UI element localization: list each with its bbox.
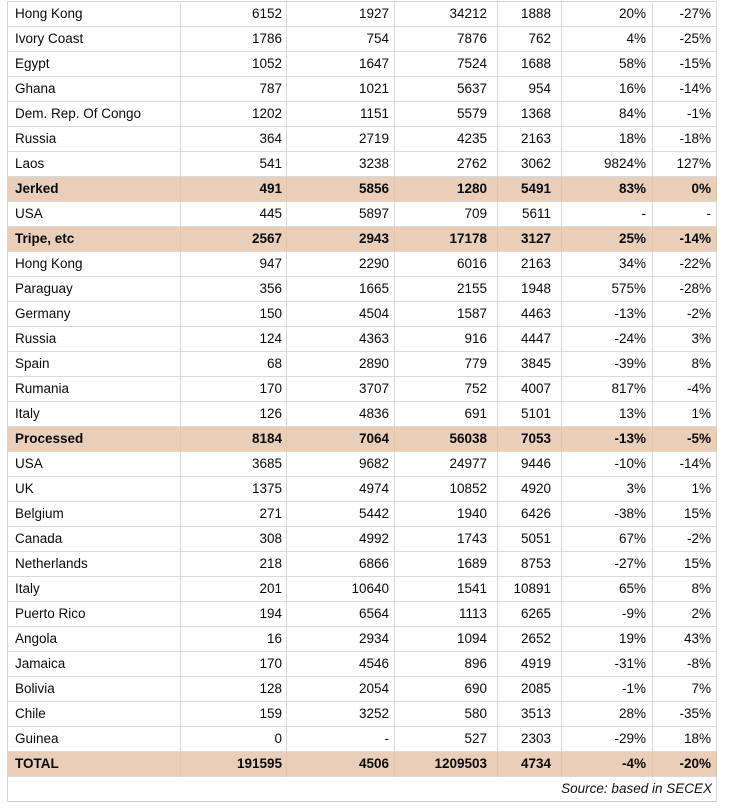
value-cell: 1927	[287, 2, 395, 27]
value-cell: 3062	[498, 152, 562, 177]
value-cell: 3513	[498, 702, 562, 727]
value-cell: 4506	[287, 752, 395, 777]
value-cell: 10852	[395, 477, 498, 502]
value-cell: 4974	[287, 477, 395, 502]
value-cell: 527	[395, 727, 498, 752]
value-cell: 34%	[562, 252, 653, 277]
value-cell: 25%	[562, 227, 653, 252]
value-cell: 34212	[395, 2, 498, 27]
value-cell: 445	[181, 202, 287, 227]
value-cell: 6564	[287, 602, 395, 627]
value-cell: 7053	[498, 427, 562, 452]
value-cell: 3252	[287, 702, 395, 727]
row-label: Russia	[8, 327, 181, 352]
value-cell: 1280	[395, 177, 498, 202]
value-cell: -4%	[562, 752, 653, 777]
value-cell: -4%	[653, 377, 717, 402]
value-cell: 2%	[653, 602, 717, 627]
value-cell: 7%	[653, 677, 717, 702]
value-cell: 1688	[498, 52, 562, 77]
value-cell: 3%	[562, 477, 653, 502]
value-cell: 84%	[562, 102, 653, 127]
value-cell: 817%	[562, 377, 653, 402]
value-cell: 2054	[287, 677, 395, 702]
value-cell: 3685	[181, 452, 287, 477]
row-label: USA	[8, 452, 181, 477]
table-row	[8, 452, 717, 477]
value-cell: 3845	[498, 352, 562, 377]
value-cell: 8%	[653, 352, 717, 377]
total-row	[8, 752, 717, 777]
value-cell: 5579	[395, 102, 498, 127]
value-cell: -	[562, 202, 653, 227]
value-cell: 4447	[498, 327, 562, 352]
value-cell: 17178	[395, 227, 498, 252]
value-cell: 2085	[498, 677, 562, 702]
value-cell: 4920	[498, 477, 562, 502]
row-label: Ghana	[8, 77, 181, 102]
value-cell: 5611	[498, 202, 562, 227]
value-cell: -31%	[562, 652, 653, 677]
value-cell: 24977	[395, 452, 498, 477]
value-cell: 3707	[287, 377, 395, 402]
value-cell: 1113	[395, 602, 498, 627]
value-cell: 2163	[498, 252, 562, 277]
table-row	[8, 152, 717, 177]
value-cell: 7064	[287, 427, 395, 452]
value-cell: 170	[181, 652, 287, 677]
value-cell: 4992	[287, 527, 395, 552]
value-cell: 15%	[653, 502, 717, 527]
value-cell: -10%	[562, 452, 653, 477]
value-cell: -28%	[653, 277, 717, 302]
value-cell: 150	[181, 302, 287, 327]
source-note: Source: based in SECEX	[8, 777, 717, 802]
table-row	[8, 127, 717, 152]
value-cell: 127%	[653, 152, 717, 177]
table-row	[8, 527, 717, 552]
value-cell: 15%	[653, 552, 717, 577]
value-cell: 28%	[562, 702, 653, 727]
value-cell: -13%	[562, 302, 653, 327]
value-cell: 271	[181, 502, 287, 527]
value-cell: 691	[395, 402, 498, 427]
value-cell: 4504	[287, 302, 395, 327]
table-row	[8, 302, 717, 327]
value-cell: 4546	[287, 652, 395, 677]
row-label: Rumania	[8, 377, 181, 402]
table-body	[8, 2, 717, 777]
value-cell: 0%	[653, 177, 717, 202]
value-cell: -14%	[653, 227, 717, 252]
value-cell: 6265	[498, 602, 562, 627]
value-cell: -15%	[653, 52, 717, 77]
value-cell: 5101	[498, 402, 562, 427]
section-row	[8, 427, 717, 452]
value-cell: 2163	[498, 127, 562, 152]
value-cell: 580	[395, 702, 498, 727]
row-label: Russia	[8, 127, 181, 152]
row-label: Puerto Rico	[8, 602, 181, 627]
row-label: Ivory Coast	[8, 27, 181, 52]
table-row	[8, 652, 717, 677]
value-cell: -5%	[653, 427, 717, 452]
value-cell: 491	[181, 177, 287, 202]
value-cell: -27%	[653, 2, 717, 27]
value-cell: 3%	[653, 327, 717, 352]
value-cell: 2155	[395, 277, 498, 302]
value-cell: 1587	[395, 302, 498, 327]
table-row	[8, 27, 717, 52]
value-cell: 4463	[498, 302, 562, 327]
value-cell: 1665	[287, 277, 395, 302]
row-label: Processed	[8, 427, 181, 452]
value-cell: 752	[395, 377, 498, 402]
value-cell: 0	[181, 727, 287, 752]
row-label: Dem. Rep. Of Congo	[8, 102, 181, 127]
row-label: Hong Kong	[8, 252, 181, 277]
value-cell: 1948	[498, 277, 562, 302]
table-row	[8, 2, 717, 27]
value-cell: 1052	[181, 52, 287, 77]
value-cell: 4734	[498, 752, 562, 777]
value-cell: 1743	[395, 527, 498, 552]
value-cell: 5442	[287, 502, 395, 527]
table-row	[8, 702, 717, 727]
value-cell: 1541	[395, 577, 498, 602]
value-cell: -18%	[653, 127, 717, 152]
value-cell: 128	[181, 677, 287, 702]
section-row	[8, 177, 717, 202]
table-row	[8, 502, 717, 527]
value-cell: 356	[181, 277, 287, 302]
value-cell: -13%	[562, 427, 653, 452]
value-cell: 1888	[498, 2, 562, 27]
table-row	[8, 402, 717, 427]
value-cell: 67%	[562, 527, 653, 552]
value-cell: 68	[181, 352, 287, 377]
value-cell: -29%	[562, 727, 653, 752]
row-label: Hong Kong	[8, 2, 181, 27]
value-cell: 896	[395, 652, 498, 677]
row-label: Germany	[8, 302, 181, 327]
value-cell: 6016	[395, 252, 498, 277]
value-cell: -14%	[653, 77, 717, 102]
value-cell: 4%	[562, 27, 653, 52]
table-row	[8, 102, 717, 127]
value-cell: 5051	[498, 527, 562, 552]
value-cell: -22%	[653, 252, 717, 277]
value-cell: 4007	[498, 377, 562, 402]
row-label: Italy	[8, 402, 181, 427]
value-cell: 1209503	[395, 752, 498, 777]
value-cell: 709	[395, 202, 498, 227]
value-cell: 690	[395, 677, 498, 702]
value-cell: 1689	[395, 552, 498, 577]
row-label: Belgium	[8, 502, 181, 527]
value-cell: 6152	[181, 2, 287, 27]
table-row	[8, 477, 717, 502]
value-cell: 6866	[287, 552, 395, 577]
value-cell: -39%	[562, 352, 653, 377]
value-cell: 194	[181, 602, 287, 627]
value-cell: 5637	[395, 77, 498, 102]
value-cell: 124	[181, 327, 287, 352]
value-cell: 7524	[395, 52, 498, 77]
row-label: Chile	[8, 702, 181, 727]
value-cell: 4363	[287, 327, 395, 352]
table-row	[8, 377, 717, 402]
value-cell: 364	[181, 127, 287, 152]
table-row	[8, 52, 717, 77]
row-label: UK	[8, 477, 181, 502]
value-cell: 575%	[562, 277, 653, 302]
value-cell: 5897	[287, 202, 395, 227]
value-cell: 787	[181, 77, 287, 102]
value-cell: 18%	[653, 727, 717, 752]
value-cell: 10640	[287, 577, 395, 602]
value-cell: -1%	[653, 102, 717, 127]
value-cell: 43%	[653, 627, 717, 652]
value-cell: -35%	[653, 702, 717, 727]
row-label: Canada	[8, 527, 181, 552]
value-cell: 170	[181, 377, 287, 402]
row-label: Italy	[8, 577, 181, 602]
row-label: Angola	[8, 627, 181, 652]
value-cell: -1%	[562, 677, 653, 702]
value-cell: 8753	[498, 552, 562, 577]
value-cell: 4235	[395, 127, 498, 152]
table-row	[8, 252, 717, 277]
value-cell: 541	[181, 152, 287, 177]
value-cell: -38%	[562, 502, 653, 527]
value-cell: 9682	[287, 452, 395, 477]
value-cell: 947	[181, 252, 287, 277]
value-cell: -2%	[653, 527, 717, 552]
value-cell: 1368	[498, 102, 562, 127]
row-label: USA	[8, 202, 181, 227]
value-cell: 58%	[562, 52, 653, 77]
value-cell: 1151	[287, 102, 395, 127]
value-cell: 2303	[498, 727, 562, 752]
value-cell: 9824%	[562, 152, 653, 177]
value-cell: 7876	[395, 27, 498, 52]
value-cell: -	[653, 202, 717, 227]
value-cell: 2567	[181, 227, 287, 252]
value-cell: 191595	[181, 752, 287, 777]
value-cell: 754	[287, 27, 395, 52]
table-row	[8, 602, 717, 627]
value-cell: 8%	[653, 577, 717, 602]
value-cell: 1%	[653, 402, 717, 427]
value-cell: 916	[395, 327, 498, 352]
value-cell: 1021	[287, 77, 395, 102]
value-cell: 5856	[287, 177, 395, 202]
value-cell: 1647	[287, 52, 395, 77]
value-cell: 159	[181, 702, 287, 727]
value-cell: 16%	[562, 77, 653, 102]
value-cell: 19%	[562, 627, 653, 652]
value-cell: 1202	[181, 102, 287, 127]
value-cell: 4836	[287, 402, 395, 427]
value-cell: 1786	[181, 27, 287, 52]
value-cell: 2943	[287, 227, 395, 252]
table-row	[8, 577, 717, 602]
table-row	[8, 327, 717, 352]
table-row	[8, 352, 717, 377]
table-row	[8, 552, 717, 577]
value-cell: 762	[498, 27, 562, 52]
row-label: Laos	[8, 152, 181, 177]
value-cell: 2762	[395, 152, 498, 177]
value-cell: -2%	[653, 302, 717, 327]
value-cell: -20%	[653, 752, 717, 777]
value-cell: 1375	[181, 477, 287, 502]
table-row	[8, 627, 717, 652]
value-cell: 954	[498, 77, 562, 102]
value-cell: 6426	[498, 502, 562, 527]
row-label: Paraguay	[8, 277, 181, 302]
value-cell: 20%	[562, 2, 653, 27]
value-cell: 2934	[287, 627, 395, 652]
value-cell: -14%	[653, 452, 717, 477]
value-cell: 13%	[562, 402, 653, 427]
value-cell: -25%	[653, 27, 717, 52]
value-cell: 1940	[395, 502, 498, 527]
value-cell: 1%	[653, 477, 717, 502]
value-cell: 16	[181, 627, 287, 652]
value-cell: 2290	[287, 252, 395, 277]
section-row	[8, 227, 717, 252]
value-cell: 8184	[181, 427, 287, 452]
row-label: Spain	[8, 352, 181, 377]
value-cell: 2652	[498, 627, 562, 652]
value-cell: 2719	[287, 127, 395, 152]
row-label: Jerked	[8, 177, 181, 202]
row-label: Jamaica	[8, 652, 181, 677]
table-row	[8, 677, 717, 702]
value-cell: 126	[181, 402, 287, 427]
value-cell: 10891	[498, 577, 562, 602]
value-cell: -27%	[562, 552, 653, 577]
row-label: TOTAL	[8, 752, 181, 777]
value-cell: 3127	[498, 227, 562, 252]
value-cell: 2890	[287, 352, 395, 377]
value-cell: -8%	[653, 652, 717, 677]
value-cell: 5491	[498, 177, 562, 202]
value-cell: 4919	[498, 652, 562, 677]
value-cell: 83%	[562, 177, 653, 202]
value-cell: -	[287, 727, 395, 752]
value-cell: 1094	[395, 627, 498, 652]
value-cell: 779	[395, 352, 498, 377]
row-label: Netherlands	[8, 552, 181, 577]
value-cell: 18%	[562, 127, 653, 152]
value-cell: 56038	[395, 427, 498, 452]
value-cell: 218	[181, 552, 287, 577]
value-cell: -9%	[562, 602, 653, 627]
export-data-table	[7, 1, 717, 802]
value-cell: 308	[181, 527, 287, 552]
table-row	[8, 77, 717, 102]
value-cell: 65%	[562, 577, 653, 602]
value-cell: 201	[181, 577, 287, 602]
row-label: Egypt	[8, 52, 181, 77]
row-label: Guinea	[8, 727, 181, 752]
value-cell: -24%	[562, 327, 653, 352]
value-cell: 9446	[498, 452, 562, 477]
row-label: Tripe, etc	[8, 227, 181, 252]
table-row	[8, 202, 717, 227]
row-label: Bolivia	[8, 677, 181, 702]
value-cell: 3238	[287, 152, 395, 177]
table-row	[8, 277, 717, 302]
table-row	[8, 727, 717, 752]
